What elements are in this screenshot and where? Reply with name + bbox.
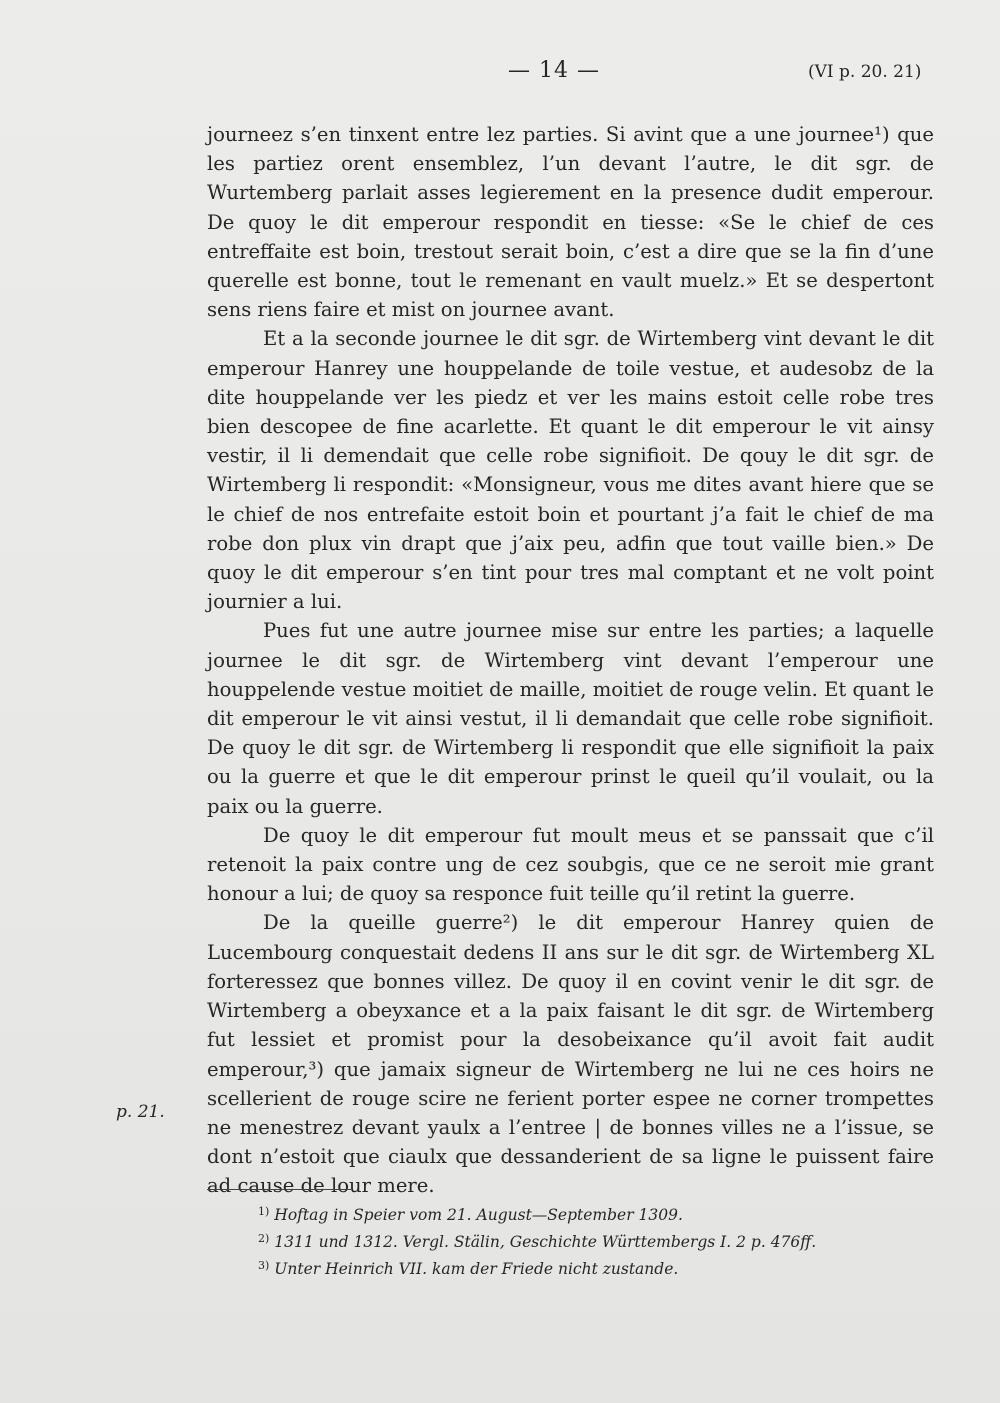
footnote-mark: 1): [258, 1205, 270, 1218]
paragraph-2: Et a la seconde journee le dit sgr. de Wirtemberg vint devant le dit emperour Hanrey une houppelande de toile vestue, et audesobz de la dite houppelande ver les piedz et ver les mains estoit celle robe tres bien descopee de fine acarlette. Et quant le dit emperour le vit ainsy vestir, il li demendait que celle robe signifioit. De qouy le dit sgr. de Wirtemberg li respondit: «Monsigneur, vous me dites avant hiere que se le chief de nos entrefaite estoit boin et pourtant j’a fait le chief de ma robe don plux vin drapt que j’aix peu, adfin que tout vaille bien.» De quoy le dit emperour s’en tint pour tres mal comptant et ne volt point journier a lui.: [207, 327, 934, 614]
footnote-text: Unter Heinrich VII. kam der Friede nicht zustande.: [274, 1260, 679, 1278]
footnote-text: Hoftag in Speier vom 21. August—September 1309.: [274, 1206, 683, 1224]
footnote-mark: 2): [258, 1232, 270, 1245]
footnotes: [258, 1200, 938, 1281]
footnote-text: 1311 und 1312. Vergl. Stälin, Geschichte Württembergs I. 2 p. 476ff.: [274, 1233, 817, 1251]
paragraph-3: Pues fut une autre journee mise sur entre les parties; a laquelle journee le dit sgr. de Wirtemberg vint devant l’emperour une houppelende vestue moitiet de maille, moitiet de rouge velin. Et quant le dit emperour le vit ainsi vestut, il li demandait que celle robe signifioit. De quoy le dit sgr. de Wirtemberg li respondit que elle signifioit la paix ou la guerre et que le dit emperour prinst le queil qu’il voulait, ou la paix ou la guerre.: [207, 619, 934, 818]
paragraph-4: De quoy le dit emperour fut moult meus et se panssait que c’il retenoit la paix contre ung de cez soubgis, que ce ne seroit mie grant honour a lui; de quoy sa responce fuit teille qu’il retint la guerre.: [207, 823, 934, 906]
body-text: [207, 120, 934, 1201]
footnote-2: [258, 1227, 938, 1254]
footnote-separator: [207, 1189, 351, 1190]
footnote-1: [258, 1200, 938, 1227]
footnote-mark: 3): [258, 1259, 270, 1272]
page-header: [0, 58, 1000, 98]
paragraph-5: De la queille guerre²) le dit emperour Hanrey quien de Lucembourg conquestait dedens II ans sur le dit sgr. de Wirtemberg XL forteressez que bonnes villez. De quoy il en covint venir le dit sgr. de Wirtemberg a obeyxance et a la paix faisant le dit sgr. de Wirtemberg fut lessiet et promist pour la desobeixance qu’il avoit fait audit emperour,³) que jamaix signeur de Wirtemberg ne lui ne ces hoirs ne scellerient de rouge scire ne ferient porter espee ne corner trompettes ne menestrez devant yaulx a l’entree | de bonnes villes ne a l’issue, se dont n’estoit que ciaulx que dessanderient de sa ligne le puissent faire ad cause de lour mere.: [207, 911, 934, 1198]
margin-page-note: p. 21.: [116, 1102, 165, 1122]
page-number: — 14 —: [508, 58, 600, 83]
footnote-3: [258, 1254, 938, 1281]
paragraph-1: journeez s’en tinxent entre lez parties. Si avint que a une journee¹) que les partiez orent ensemblez, l’un devant l’autre, le dit sgr. de Wurtemberg parlait asses legierement en la presence dudit emperour. De quoy le dit emperour respondit en tiesse: «Se le chief de ces entreffaite est boin, trestout serait boin, c’est a dire que se la fin d’une querelle est bonne, tout le remenant en vault muelz.» Et se despertont sens riens faire et mist on journee avant.: [207, 123, 934, 322]
section-reference: (VI p. 20. 21): [808, 62, 922, 82]
